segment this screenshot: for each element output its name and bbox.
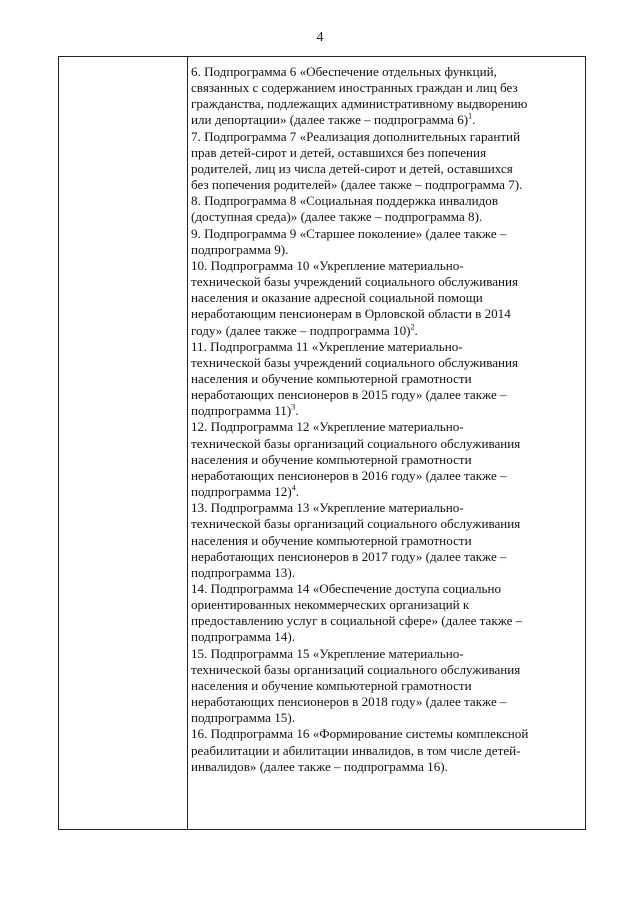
subprogram-line: подпрограмма 9). <box>191 241 289 257</box>
line-tail: . <box>472 112 476 128</box>
subprogram-line: технической базы организаций социального обслуживания <box>191 661 521 677</box>
subprogram-line: 15. Подпрограмма 15 «Укрепление материально- <box>191 645 464 661</box>
subprogram-item <box>191 129 583 194</box>
subprogram-line: 14. Подпрограмма 14 «Обеспечение доступа социально <box>191 581 502 596</box>
subprogram-line: технической базы учреждений социального обслуживания <box>191 274 519 290</box>
subprogram-line: подпрограмма 12)$^4$. <box>191 483 299 500</box>
subprogram-line: связанных с содержанием иностранных граждан и лиц без <box>191 80 518 96</box>
subprogram-line: подпрограмма 13). <box>191 564 295 580</box>
subprogram-line: или депортации» (далее также – подпрограмма 6)$^1$. <box>191 112 476 128</box>
line-tail: . <box>414 322 418 338</box>
subprogram-line: гражданства, подлежащих административному выдворению <box>191 96 528 112</box>
left-column-cell <box>59 57 187 829</box>
subprogram-line: 12. Подпрограмма 12 «Укрепление материально- <box>191 419 464 435</box>
subprogram-line: подпрограмма 14). <box>191 629 295 645</box>
program-table <box>58 56 586 830</box>
footnote-marker: 1 <box>468 112 473 122</box>
subprogram-line: реабилитации и абилитации инвалидов, в том числе детей- <box>191 742 521 758</box>
subprogram-item <box>191 419 583 500</box>
subprogram-item <box>191 500 583 581</box>
subprogram-line: родителей, лиц из числа детей-сирот и детей, оставшихся <box>191 160 513 176</box>
subprogram-line: технической базы учреждений социального обслуживания <box>191 354 519 370</box>
subprogram-line: инвалидов» (далее также – подпрограмма 16). <box>191 758 448 774</box>
subprogram-line: технической базы организаций социального обслуживания <box>191 516 521 532</box>
subprogram-item <box>191 726 583 774</box>
subprogram-line: (доступная среда)» (далее также – подпрограмма 8). <box>191 209 483 225</box>
subprogram-item <box>191 646 583 727</box>
subprogram-line: населения и оказание адресной социальной помощи <box>191 290 483 306</box>
subprogram-line: 11. Подпрограмма 11 «Укрепление материально- <box>191 338 463 354</box>
subprogram-line: 6. Подпрограмма 6 «Обеспечение отдельных функций, <box>191 64 497 79</box>
subprogram-line: без попечения родителей» (далее также – подпрограмма 7). <box>191 177 523 193</box>
subprogram-list <box>191 64 583 775</box>
subprogram-line: населения и обучение компьютерной грамотности <box>191 677 472 693</box>
column-divider <box>187 57 188 829</box>
footnote-marker: 3 <box>291 402 296 412</box>
line-tail: . <box>295 403 299 419</box>
subprogram-line: неработающих пенсионеров в 2018 году» (далее также – <box>191 694 507 710</box>
subprogram-line: ориентированных некоммерческих организаций к <box>191 597 470 613</box>
subprogram-line: 13. Подпрограмма 13 «Укрепление материально- <box>191 500 464 516</box>
subprogram-line: 10. Подпрограмма 10 «Укрепление материально- <box>191 257 464 273</box>
subprogram-item <box>191 64 583 129</box>
subprogram-line: году» (далее также – подпрограмма 10)$^2$. <box>191 322 418 338</box>
subprogram-line: 8. Подпрограмма 8 «Социальная поддержка инвалидов <box>191 193 499 209</box>
subprogram-line: подпрограмма 15). <box>191 710 295 726</box>
line-tail: . <box>295 484 299 500</box>
subprogram-item <box>191 258 583 339</box>
subprogram-line: 7. Подпрограмма 7 «Реализация дополнительных гарантий <box>191 128 521 144</box>
subprogram-item <box>191 581 583 646</box>
subprogram-item <box>191 339 583 420</box>
subprogram-item <box>191 226 583 258</box>
subprogram-line: неработающих пенсионеров в 2015 году» (далее также – <box>191 387 507 403</box>
subprogram-line: населения и обучение компьютерной грамотности <box>191 451 472 467</box>
subprogram-line: технической базы организаций социального обслуживания <box>191 435 521 451</box>
footnote-marker: 4 <box>291 483 296 493</box>
subprogram-line: неработающих пенсионеров в 2016 году» (далее также – <box>191 467 507 483</box>
subprogram-line: неработающим пенсионерам в Орловской области в 2014 <box>191 306 511 322</box>
subprogram-line: 9. Подпрограмма 9 «Старшее поколение» (далее также – <box>191 225 507 241</box>
footnote-marker: 2 <box>410 322 415 332</box>
subprogram-line: подпрограмма 11)$^3$. <box>191 402 299 419</box>
page-number: 4 <box>316 30 324 45</box>
subprogram-line: 16. Подпрограмма 16 «Формирование системы комплексной <box>191 726 529 742</box>
subprogram-line: неработающих пенсионеров в 2017 году» (далее также – <box>191 548 507 564</box>
subprogram-line: населения и обучение компьютерной грамотности <box>191 532 472 548</box>
subprogram-line: прав детей-сирот и детей, оставшихся без попечения <box>191 144 487 160</box>
subprogram-line: населения и обучение компьютерной грамотности <box>191 370 472 386</box>
subprogram-item <box>191 193 583 225</box>
subprogram-line: предоставлению услуг в социальной сфере» (далее также – <box>191 613 523 629</box>
